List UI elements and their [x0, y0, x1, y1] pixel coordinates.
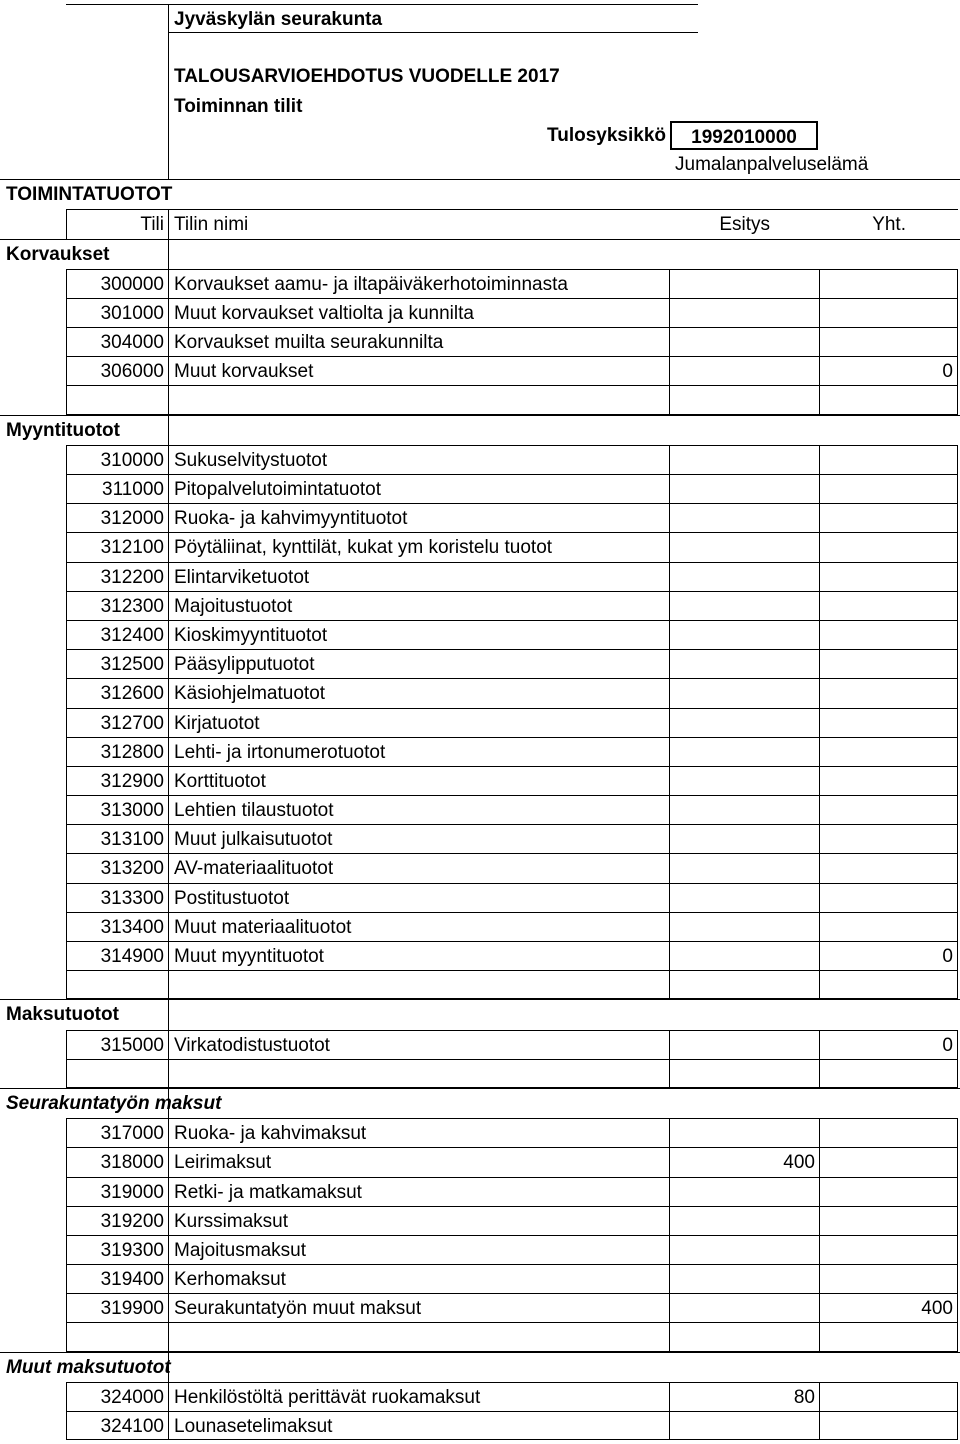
account-yht: [818, 649, 958, 678]
account-row: [0, 883, 960, 912]
account-number: 312400: [66, 620, 169, 649]
spacer-row: [0, 970, 960, 999]
account-esitys: [670, 1118, 820, 1147]
account-yht: [818, 591, 958, 620]
account-row: [0, 1147, 960, 1176]
account-yht: [818, 503, 958, 532]
account-yht: 0: [818, 356, 958, 385]
account-esitys: [670, 445, 820, 474]
account-esitys: [670, 737, 820, 766]
account-row: [0, 795, 960, 824]
account-yht: [818, 708, 958, 737]
account-name: Muut korvaukset valtiolta ja kunnilta: [168, 298, 670, 327]
account-name: AV-materiaalituotot: [168, 853, 670, 882]
page-title: TALOUSARVIOEHDOTUS VUODELLE 2017: [174, 66, 560, 88]
account-name: Korvaukset aamu- ja iltapäiväkerhotoiminnasta: [168, 269, 670, 298]
account-yht: 0: [818, 1030, 958, 1059]
section-header-row: [0, 1088, 960, 1118]
account-esitys: [670, 532, 820, 561]
account-row: [0, 1177, 960, 1206]
header-tili: Tili: [66, 209, 169, 238]
account-name: Retki- ja matkamaksut: [168, 1177, 670, 1206]
account-esitys: [670, 269, 820, 298]
account-yht: [818, 620, 958, 649]
account-row: [0, 708, 960, 737]
account-row: [0, 853, 960, 882]
spacer-row: [0, 1322, 960, 1351]
account-name: Sukuselvitystuotot: [168, 445, 670, 474]
account-row: [0, 269, 960, 298]
account-esitys: 400: [670, 1147, 820, 1176]
subtitle-row: [0, 92, 960, 121]
org-name: Jyväskylän seurakunta: [168, 4, 698, 33]
account-row: [0, 591, 960, 620]
account-yht: [818, 824, 958, 853]
account-number: 324100: [66, 1411, 169, 1440]
account-row: [0, 1206, 960, 1235]
title-row: [0, 62, 960, 91]
sections-container: [0, 239, 960, 1441]
account-row: [0, 1264, 960, 1293]
account-name: Lounasetelimaksut: [168, 1411, 670, 1440]
account-yht: [818, 1177, 958, 1206]
account-esitys: [670, 766, 820, 795]
account-yht: [818, 327, 958, 356]
spacer-row: [0, 385, 960, 414]
account-yht: [818, 1147, 958, 1176]
account-number: 317000: [66, 1118, 169, 1147]
account-number: 312700: [66, 708, 169, 737]
account-name: Virkatodistustuotot: [168, 1030, 670, 1059]
account-name: Pöytäliinat, kynttilät, kukat ym koristelu tuotot: [168, 532, 670, 561]
account-esitys: [670, 1030, 820, 1059]
account-number: 314900: [66, 941, 169, 970]
unit-label: Tulosyksikkö: [547, 124, 666, 146]
account-yht: [818, 1206, 958, 1235]
account-number: 312100: [66, 532, 169, 561]
account-row: [0, 766, 960, 795]
account-number: 313000: [66, 795, 169, 824]
section-header-row: [0, 1352, 960, 1382]
account-row: [0, 1235, 960, 1264]
spacer-row: [0, 1059, 960, 1088]
account-row: [0, 562, 960, 591]
account-name: Kioskimyyntituotot: [168, 620, 670, 649]
account-esitys: [670, 327, 820, 356]
account-row: [0, 474, 960, 503]
account-number: 312000: [66, 503, 169, 532]
section-header-row: [0, 999, 960, 1029]
account-esitys: [670, 1177, 820, 1206]
account-yht: [818, 912, 958, 941]
budget-sheet: [0, 4, 960, 1440]
account-yht: [818, 795, 958, 824]
account-number: 301000: [66, 298, 169, 327]
account-row: [0, 1118, 960, 1147]
account-row: [0, 737, 960, 766]
header-tilin-nimi: Tilin nimi: [168, 209, 670, 238]
account-yht: [818, 474, 958, 503]
account-yht: [818, 1118, 958, 1147]
account-number: 318000: [66, 1147, 169, 1176]
account-number: 313300: [66, 883, 169, 912]
account-number: 313100: [66, 824, 169, 853]
account-number: 319200: [66, 1206, 169, 1235]
account-name: Majoitusmaksut: [168, 1235, 670, 1264]
account-yht: [818, 678, 958, 707]
section-header-row: [0, 415, 960, 445]
account-number: 315000: [66, 1030, 169, 1059]
unit-row: [0, 121, 960, 150]
account-name: Ruoka- ja kahvimaksut: [168, 1118, 670, 1147]
account-yht: [818, 1264, 958, 1293]
account-yht: [818, 766, 958, 795]
account-yht: [818, 445, 958, 474]
section-title: Muut maksutuotot: [6, 1356, 171, 1378]
account-name: Muut korvaukset: [168, 356, 670, 385]
account-esitys: [670, 1206, 820, 1235]
account-esitys: [670, 1235, 820, 1264]
account-number: 312500: [66, 649, 169, 678]
account-number: 324000: [66, 1382, 169, 1411]
account-name: Korttituotot: [168, 766, 670, 795]
account-name: Lehti- ja irtonumerotuotot: [168, 737, 670, 766]
account-row: [0, 1411, 960, 1440]
account-name: Lehtien tilaustuotot: [168, 795, 670, 824]
account-name: Ruoka- ja kahvimyyntituotot: [168, 503, 670, 532]
account-number: 313200: [66, 853, 169, 882]
account-esitys: [670, 824, 820, 853]
account-yht: [818, 853, 958, 882]
header-yht: Yht.: [818, 209, 958, 238]
account-number: 306000: [66, 356, 169, 385]
account-name: Muut materiaalituotot: [168, 912, 670, 941]
account-esitys: [670, 649, 820, 678]
section-title: Maksutuotot: [6, 1004, 119, 1026]
unit-name-row: [0, 150, 960, 179]
account-yht: [818, 298, 958, 327]
account-esitys: [670, 1411, 820, 1440]
account-esitys: [670, 708, 820, 737]
account-name: Käsiohjelmatuotot: [168, 678, 670, 707]
account-name: Elintarviketuotot: [168, 562, 670, 591]
unit-name: Jumalanpalveluselämä: [675, 153, 869, 175]
account-name: Kerhomaksut: [168, 1264, 670, 1293]
account-name: Henkilöstöltä perittävät ruokamaksut: [168, 1382, 670, 1411]
account-name: Muut myyntituotot: [168, 941, 670, 970]
column-header-row: [0, 209, 960, 238]
account-esitys: [670, 795, 820, 824]
account-row: [0, 678, 960, 707]
section-title: Myyntituotot: [6, 419, 120, 441]
account-esitys: [670, 678, 820, 707]
account-esitys: [670, 474, 820, 503]
account-row: [0, 1293, 960, 1322]
section-title: Korvaukset: [6, 243, 110, 265]
account-name: Kurssimaksut: [168, 1206, 670, 1235]
account-esitys: [670, 941, 820, 970]
header-esitys: Esitys: [670, 209, 820, 238]
account-esitys: [670, 503, 820, 532]
account-yht: 400: [818, 1293, 958, 1322]
account-number: 310000: [66, 445, 169, 474]
account-name: Majoitustuotot: [168, 591, 670, 620]
account-esitys: [670, 912, 820, 941]
account-number: 312900: [66, 766, 169, 795]
org-row: [0, 4, 960, 33]
account-esitys: 80: [670, 1382, 820, 1411]
account-number: 311000: [66, 474, 169, 503]
account-name: Muut julkaisutuotot: [168, 824, 670, 853]
account-number: 319900: [66, 1293, 169, 1322]
account-esitys: [670, 883, 820, 912]
account-number: 312600: [66, 678, 169, 707]
account-esitys: [670, 356, 820, 385]
account-yht: [818, 269, 958, 298]
account-esitys: [670, 620, 820, 649]
account-row: [0, 941, 960, 970]
account-number: 312200: [66, 562, 169, 591]
account-esitys: [670, 562, 820, 591]
account-esitys: [670, 1293, 820, 1322]
account-yht: [818, 1411, 958, 1440]
account-esitys: [670, 591, 820, 620]
unit-code: 1992010000: [670, 121, 818, 150]
account-row: [0, 649, 960, 678]
account-esitys: [670, 298, 820, 327]
account-row: [0, 532, 960, 561]
account-number: 319300: [66, 1235, 169, 1264]
account-number: 319400: [66, 1264, 169, 1293]
account-name: Leirimaksut: [168, 1147, 670, 1176]
account-row: [0, 503, 960, 532]
main-section-title: TOIMINTATUOTOT: [6, 184, 173, 206]
account-yht: [818, 532, 958, 561]
page-subtitle: Toiminnan tilit: [174, 95, 303, 117]
account-row: [0, 912, 960, 941]
account-name: Postitustuotot: [168, 883, 670, 912]
account-esitys: [670, 853, 820, 882]
account-row: [0, 298, 960, 327]
account-row: [0, 620, 960, 649]
account-number: 300000: [66, 269, 169, 298]
account-name: Seurakuntatyön muut maksut: [168, 1293, 670, 1322]
account-row: [0, 1382, 960, 1411]
account-number: 312300: [66, 591, 169, 620]
account-name: Pitopalvelutoimintatuotot: [168, 474, 670, 503]
account-name: Pääsylipputuotot: [168, 649, 670, 678]
account-number: 312800: [66, 737, 169, 766]
account-yht: [818, 1382, 958, 1411]
account-yht: [818, 737, 958, 766]
account-number: 313400: [66, 912, 169, 941]
account-row: [0, 824, 960, 853]
account-yht: 0: [818, 941, 958, 970]
section-header-row: [0, 239, 960, 269]
account-name: Korvaukset muilta seurakunnilta: [168, 327, 670, 356]
main-section-row: [0, 179, 960, 209]
account-number: 304000: [66, 327, 169, 356]
account-row: [0, 445, 960, 474]
spacer-row: [0, 33, 960, 62]
account-row: [0, 356, 960, 385]
account-name: Kirjatuotot: [168, 708, 670, 737]
section-title: Seurakuntatyön maksut: [6, 1092, 222, 1114]
account-esitys: [670, 1264, 820, 1293]
account-row: [0, 327, 960, 356]
account-yht: [818, 1235, 958, 1264]
account-row: [0, 1030, 960, 1059]
account-yht: [818, 883, 958, 912]
account-number: 319000: [66, 1177, 169, 1206]
account-yht: [818, 562, 958, 591]
